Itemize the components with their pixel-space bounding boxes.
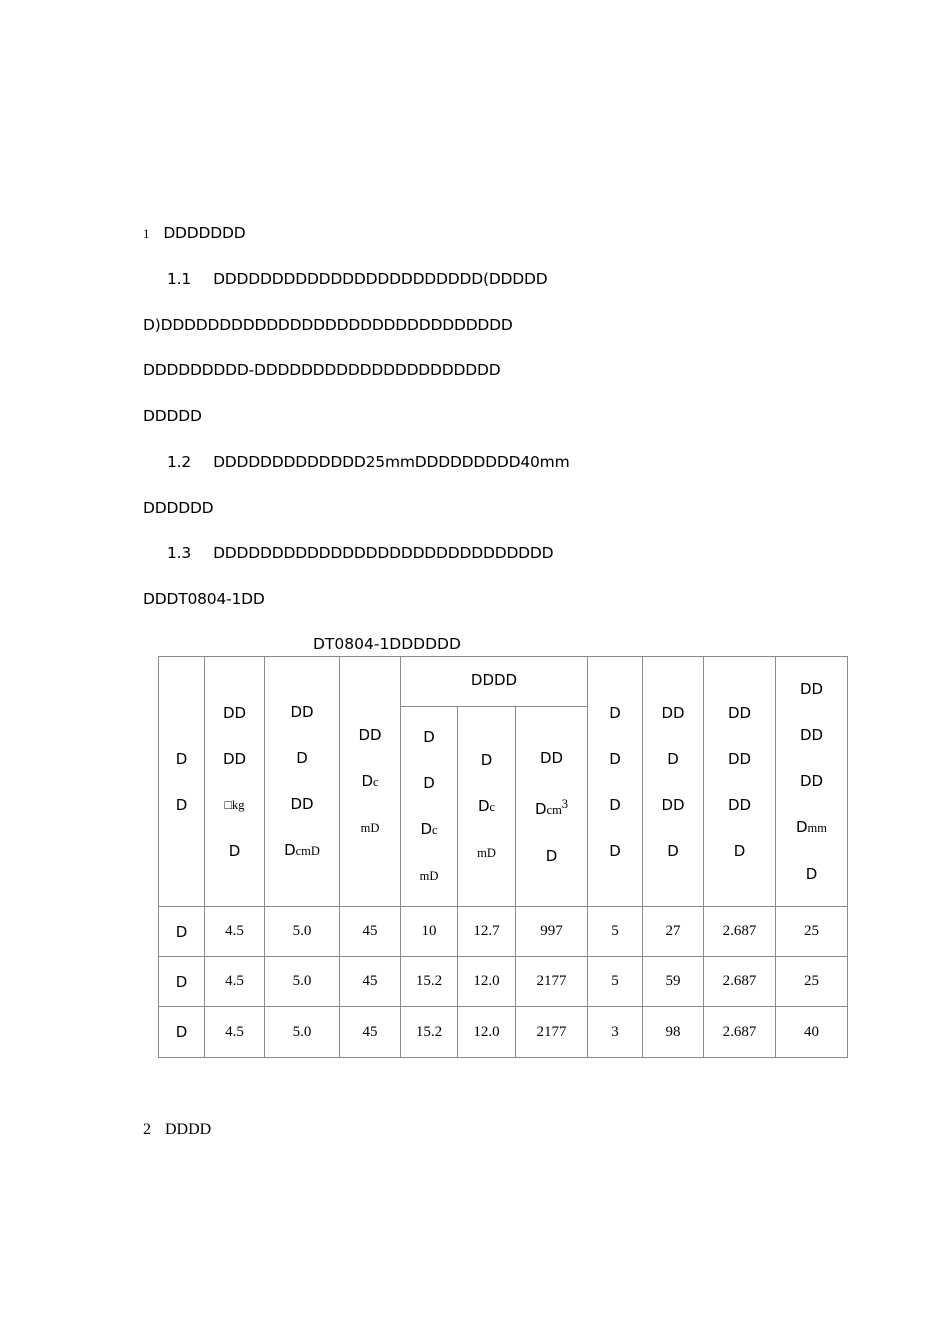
item-number: 1.2 [167, 453, 192, 471]
header-line: D [609, 795, 621, 814]
header-line [265, 827, 339, 874]
header-line: D [609, 703, 621, 722]
header-part: cm [546, 802, 562, 817]
header-line: mD [419, 869, 439, 883]
paragraph-line: DDDDD [143, 407, 202, 425]
header-line [401, 806, 457, 853]
item-text: DDDDDDDDDDDDDDDDDDDDDDDDDDDDD [213, 544, 554, 562]
paragraph-line: DDDDDDDDD-DDDDDDDDDDDDDDDDDDDDD [143, 361, 501, 379]
group-header-cell: DDDD [401, 657, 588, 707]
header-line: mD [360, 821, 380, 835]
paragraph-line: DDDDDD [143, 499, 214, 517]
table-cell: 4.5 [205, 1007, 265, 1058]
table-row [159, 957, 848, 1007]
item-text: DDDDDDDDDDDDDDDDDDDDDDD(DDDDD [213, 270, 548, 288]
header-line: D [423, 728, 435, 746]
row-label: D [159, 907, 205, 957]
table-cell: 12.7 [458, 907, 516, 957]
table-cell: 2.687 [704, 957, 776, 1007]
table-cell: 997 [516, 907, 588, 957]
table-cell: 25 [776, 907, 848, 957]
header-line: DD [290, 703, 314, 721]
header-part: D [361, 772, 373, 790]
header-line: D [733, 841, 746, 860]
section-number: 1 [143, 226, 150, 241]
header-cell [205, 657, 265, 907]
header-cell [643, 657, 704, 907]
table-cell: 15.2 [401, 1007, 458, 1058]
row-label: D [159, 957, 205, 1007]
table-cell: 5.0 [265, 907, 340, 957]
header-part: D [420, 820, 432, 838]
header-line: DD [727, 749, 752, 768]
table-cell: 4.5 [205, 907, 265, 957]
section-2-heading [143, 1121, 211, 1139]
header-line [516, 781, 587, 833]
header-cell [776, 657, 848, 907]
table-cell: 40 [776, 1007, 848, 1058]
item-text: DDDDDDDDDDDDD25mmDDDDDDDDD40mm [213, 453, 570, 471]
table-cell: 2177 [516, 957, 588, 1007]
table-cell: 27 [643, 907, 704, 957]
table-cell: 15.2 [401, 957, 458, 1007]
table-row [159, 1007, 848, 1058]
section-title: DDDDDDD [163, 224, 246, 242]
table-cell: 3 [588, 1007, 643, 1058]
item-1-3 [167, 544, 553, 562]
header-line: DD [727, 795, 752, 814]
table-cell: 2.687 [704, 907, 776, 957]
header-cell [516, 707, 588, 907]
header-part: D [284, 841, 296, 859]
header-cell [458, 707, 516, 907]
table-cell: 10 [401, 907, 458, 957]
item-number: 1.3 [167, 544, 192, 562]
item-1-2 [167, 453, 569, 471]
table-cell: 12.0 [458, 957, 516, 1007]
table-cell: 5 [588, 907, 643, 957]
header-line: D [296, 749, 308, 767]
table-cell: 5.0 [265, 1007, 340, 1058]
header-line: DD [539, 748, 564, 767]
header-line: mD [477, 846, 496, 860]
header-line [340, 758, 400, 805]
header-line: □kg [224, 797, 245, 812]
table-cell: 98 [643, 1007, 704, 1058]
paragraph-line: DDDT0804-1DD [143, 590, 265, 608]
table-row [159, 907, 848, 957]
header-cell [159, 657, 205, 907]
header-line: DD [799, 680, 824, 698]
header-part: D [534, 799, 547, 818]
header-cell [588, 657, 643, 907]
spec-table [158, 656, 848, 1058]
header-line: DD [222, 703, 247, 722]
header-part: cmD [295, 844, 320, 858]
row-label: D [159, 1007, 205, 1058]
header-part: c [432, 823, 438, 837]
header-line: D [609, 841, 621, 860]
header-line: DD [661, 795, 685, 814]
header-cell [704, 657, 776, 907]
item-number: 1.1 [167, 270, 192, 288]
paragraph-line: D)DDDDDDDDDDDDDDDDDDDDDDDDDDDDDD [143, 316, 513, 334]
section-number: 2 [143, 1121, 151, 1138]
header-cell [340, 657, 401, 907]
table-cell: 45 [340, 957, 401, 1007]
header-line: DD [290, 795, 314, 813]
header-part: c [373, 775, 379, 789]
header-line: DD [727, 703, 752, 722]
header-line: D [667, 841, 679, 860]
table-cell: 4.5 [205, 957, 265, 1007]
header-line [458, 783, 515, 830]
header-part: c [489, 800, 496, 814]
header-line: DD [661, 703, 685, 722]
header-line: D [175, 749, 188, 768]
header-line: D [609, 749, 621, 768]
header-line: DD [222, 749, 247, 768]
table-cell: 12.0 [458, 1007, 516, 1058]
table-cell: 59 [643, 957, 704, 1007]
table-cell: 45 [340, 907, 401, 957]
header-cell [265, 657, 340, 907]
header-line: D [667, 749, 679, 768]
header-line: D [805, 865, 818, 883]
header-cell [401, 707, 458, 907]
table-cell: 2.687 [704, 1007, 776, 1058]
table-cell: 25 [776, 957, 848, 1007]
table-cell: 5 [588, 957, 643, 1007]
header-line: D [423, 774, 435, 792]
header-line: D [228, 841, 241, 860]
header-part: D [477, 797, 490, 815]
table-cell: 5.0 [265, 957, 340, 1007]
table-caption: DT0804-1DDDDDD [313, 635, 461, 653]
header-part: D [795, 818, 808, 836]
table-cell: 45 [340, 1007, 401, 1058]
header-line: DD [799, 772, 824, 790]
header-line: D [545, 846, 558, 865]
section-title: DDDD [165, 1121, 212, 1138]
header-line: DD [358, 726, 382, 744]
table-cell: 2177 [516, 1007, 588, 1058]
header-line [776, 804, 847, 851]
header-part: mm [807, 821, 827, 835]
header-part: 3 [561, 796, 569, 811]
item-1-1 [167, 270, 548, 288]
header-line: D [175, 795, 188, 814]
header-line: DD [799, 726, 824, 744]
header-line: D [480, 751, 493, 769]
section-1-heading [143, 224, 245, 242]
